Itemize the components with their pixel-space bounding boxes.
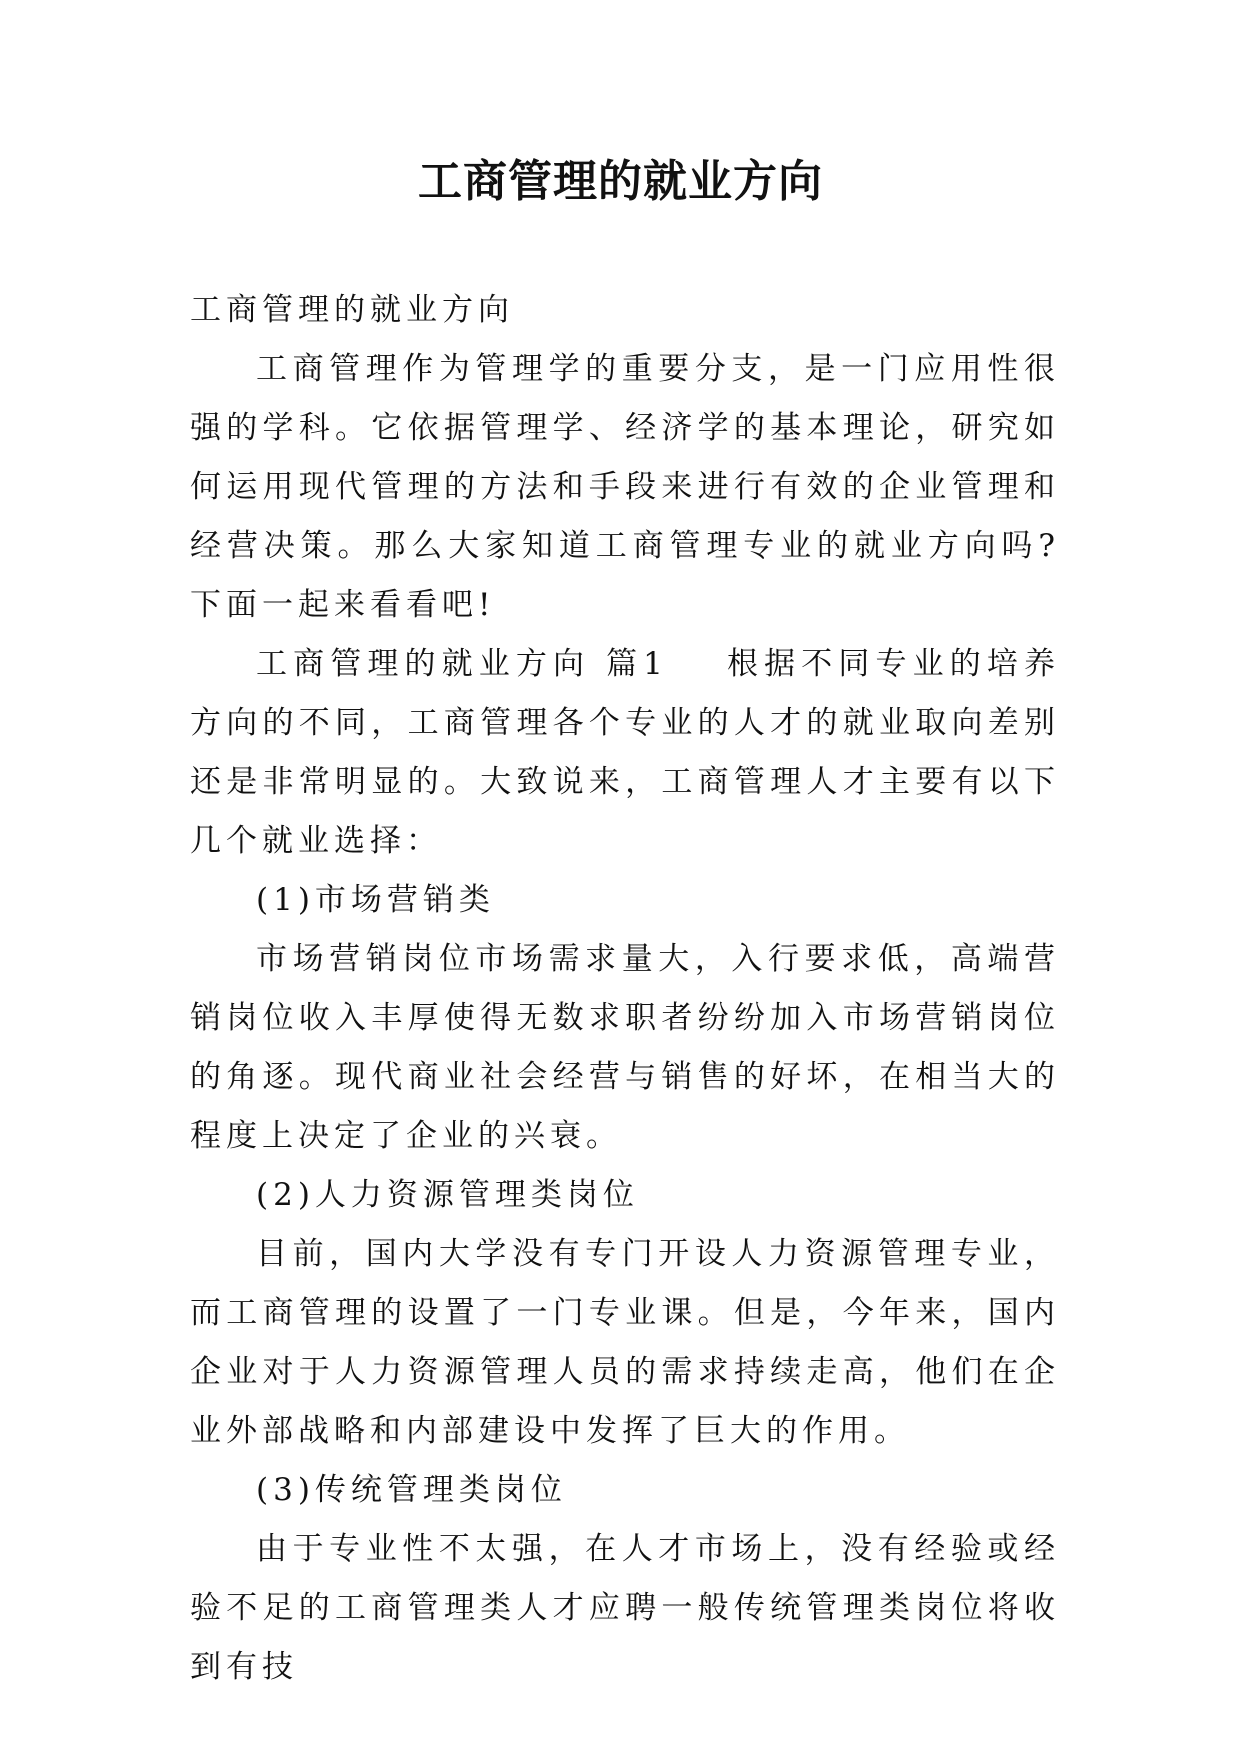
item-paragraph-2: 目前，国内大学没有专门开设人力资源管理专业，而工商管理的设置了一门专业课。但是，今年来，国内企业对于人力资源管理人员的需求持续走高，他们在企业外部战略和内部建设中发挥了巨大的作用。 bbox=[190, 1236, 1060, 1449]
section-label: 工商管理的就业方向 篇1 bbox=[256, 646, 668, 682]
document-title: 工商管理的就业方向 bbox=[418, 156, 823, 207]
document-subtitle: 工商管理的就业方向 bbox=[190, 292, 514, 328]
item-heading-1: (1)市场营销类 bbox=[256, 882, 495, 918]
item-paragraph-3: 由于专业性不太强，在人才市场上，没有经验或经验不足的工商管理类人才应聘一般传统管理类岗位将收到有技 bbox=[190, 1531, 1060, 1685]
intro-paragraph: 工商管理作为管理学的重要分支，是一门应用性很强的学科。它依据管理学、经济学的基本理论，研究如何运用现代管理的方法和手段来进行有效的企业管理和经营决策。那么大家知道工商管理专业的就业方向吗?下面一起来看看吧! bbox=[190, 351, 1060, 623]
item-heading-2: (2)人力资源管理类岗位 bbox=[256, 1177, 639, 1213]
item-heading-3: (3)传统管理类岗位 bbox=[256, 1472, 567, 1508]
item-paragraph-1: 市场营销岗位市场需求量大，入行要求低，高端营销岗位收入丰厚使得无数求职者纷纷加入市场营销岗位的角逐。现代商业社会经营与销售的好坏，在相当大的程度上决定了企业的兴衰。 bbox=[190, 941, 1060, 1154]
section-paragraph bbox=[190, 635, 1060, 871]
section-intro: 根据不同专业的培养方向的不同，工商管理各个专业的人才的就业取向差别还是非常明显的。大致说来，工商管理人才主要有以下几个就业选择： bbox=[190, 646, 1061, 859]
document-body bbox=[190, 281, 1060, 1697]
